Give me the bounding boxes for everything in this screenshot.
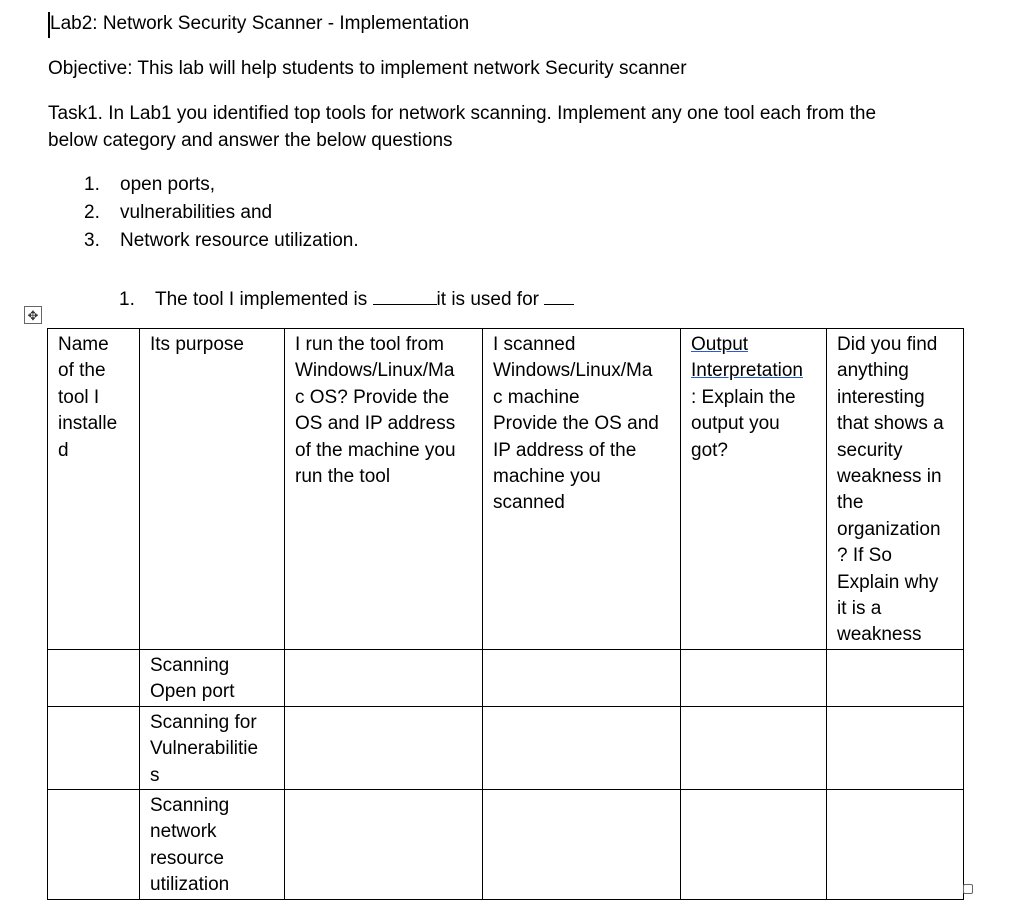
- table-cell[interactable]: [483, 789, 681, 899]
- table-resize-handle-icon[interactable]: [963, 884, 973, 894]
- table-cell[interactable]: [483, 706, 681, 789]
- question-line: [119, 286, 574, 311]
- table-row: [48, 649, 964, 706]
- fill-in-blank-tool[interactable]: [373, 286, 437, 305]
- table-row: [48, 706, 964, 789]
- table-cell-purpose[interactable]: Scanning Open port: [140, 649, 285, 706]
- list-number: 1.: [84, 174, 100, 195]
- table-cell[interactable]: [827, 649, 964, 706]
- table-cell[interactable]: [285, 706, 483, 789]
- scanner-table: [47, 328, 964, 900]
- list-number: 2.: [84, 202, 100, 223]
- table-cell[interactable]: [285, 649, 483, 706]
- table-cell[interactable]: [827, 706, 964, 789]
- list-text: vulnerabilities and: [120, 202, 273, 223]
- list-text: Network resource utilization.: [120, 230, 359, 251]
- list-number: 3.: [84, 230, 100, 251]
- header-cell-scanned[interactable]: I scanned Windows/Linux/Ma c machine Provide the OS and IP address of the machine you scanned: [483, 329, 681, 650]
- table-header-row: [48, 329, 964, 650]
- question-middle: it is used for: [436, 289, 539, 310]
- table-cell[interactable]: [681, 649, 827, 706]
- table-row: [48, 789, 964, 899]
- header-cell-purpose[interactable]: Its purpose: [140, 329, 285, 650]
- output-interpretation-link[interactable]: Output Interpretation: [691, 334, 803, 382]
- header-cell-name[interactable]: Name of the tool I installe d: [48, 329, 140, 650]
- table-cell[interactable]: [483, 649, 681, 706]
- objective-text: Objective: This lab will help students to implement network Security scanner: [48, 58, 687, 79]
- table-cell[interactable]: [48, 706, 140, 789]
- header-cell-run-from[interactable]: I run the tool from Windows/Linux/Ma c OS? Provide the OS and IP address of the machine you run the tool: [285, 329, 483, 650]
- question-number: 1.: [119, 289, 135, 310]
- table-cell-purpose[interactable]: Scanning network resource utilization: [140, 789, 285, 899]
- table-cell[interactable]: [48, 649, 140, 706]
- list-item: [84, 202, 272, 224]
- task-text-line-1: Task1. In Lab1 you identified top tools for network scanning. Implement any one tool each from the: [48, 103, 877, 124]
- fill-in-blank-purpose[interactable]: [544, 286, 574, 305]
- header-cell-output[interactable]: Output Interpretation : Explain the output you got?: [681, 329, 827, 650]
- list-item: [84, 174, 215, 196]
- table-cell-purpose[interactable]: Scanning for Vulnerabilitie s: [140, 706, 285, 789]
- table-move-handle-icon[interactable]: ✥: [24, 306, 42, 324]
- table-cell[interactable]: [48, 789, 140, 899]
- table-cell[interactable]: [827, 789, 964, 899]
- table-cell[interactable]: [681, 706, 827, 789]
- table-cell[interactable]: [681, 789, 827, 899]
- task-text-line-2: below category and answer the below questions: [48, 130, 453, 151]
- document-title: Lab2: Network Security Scanner - Implementation: [50, 13, 470, 34]
- list-item: [84, 230, 359, 252]
- header-cell-finding[interactable]: Did you find anything interesting that shows a security weakness in the organization ? If So Explain why it is a weakness: [827, 329, 964, 650]
- question-prefix: The tool I implemented is: [155, 289, 368, 310]
- table-cell[interactable]: [285, 789, 483, 899]
- list-text: open ports,: [120, 174, 216, 195]
